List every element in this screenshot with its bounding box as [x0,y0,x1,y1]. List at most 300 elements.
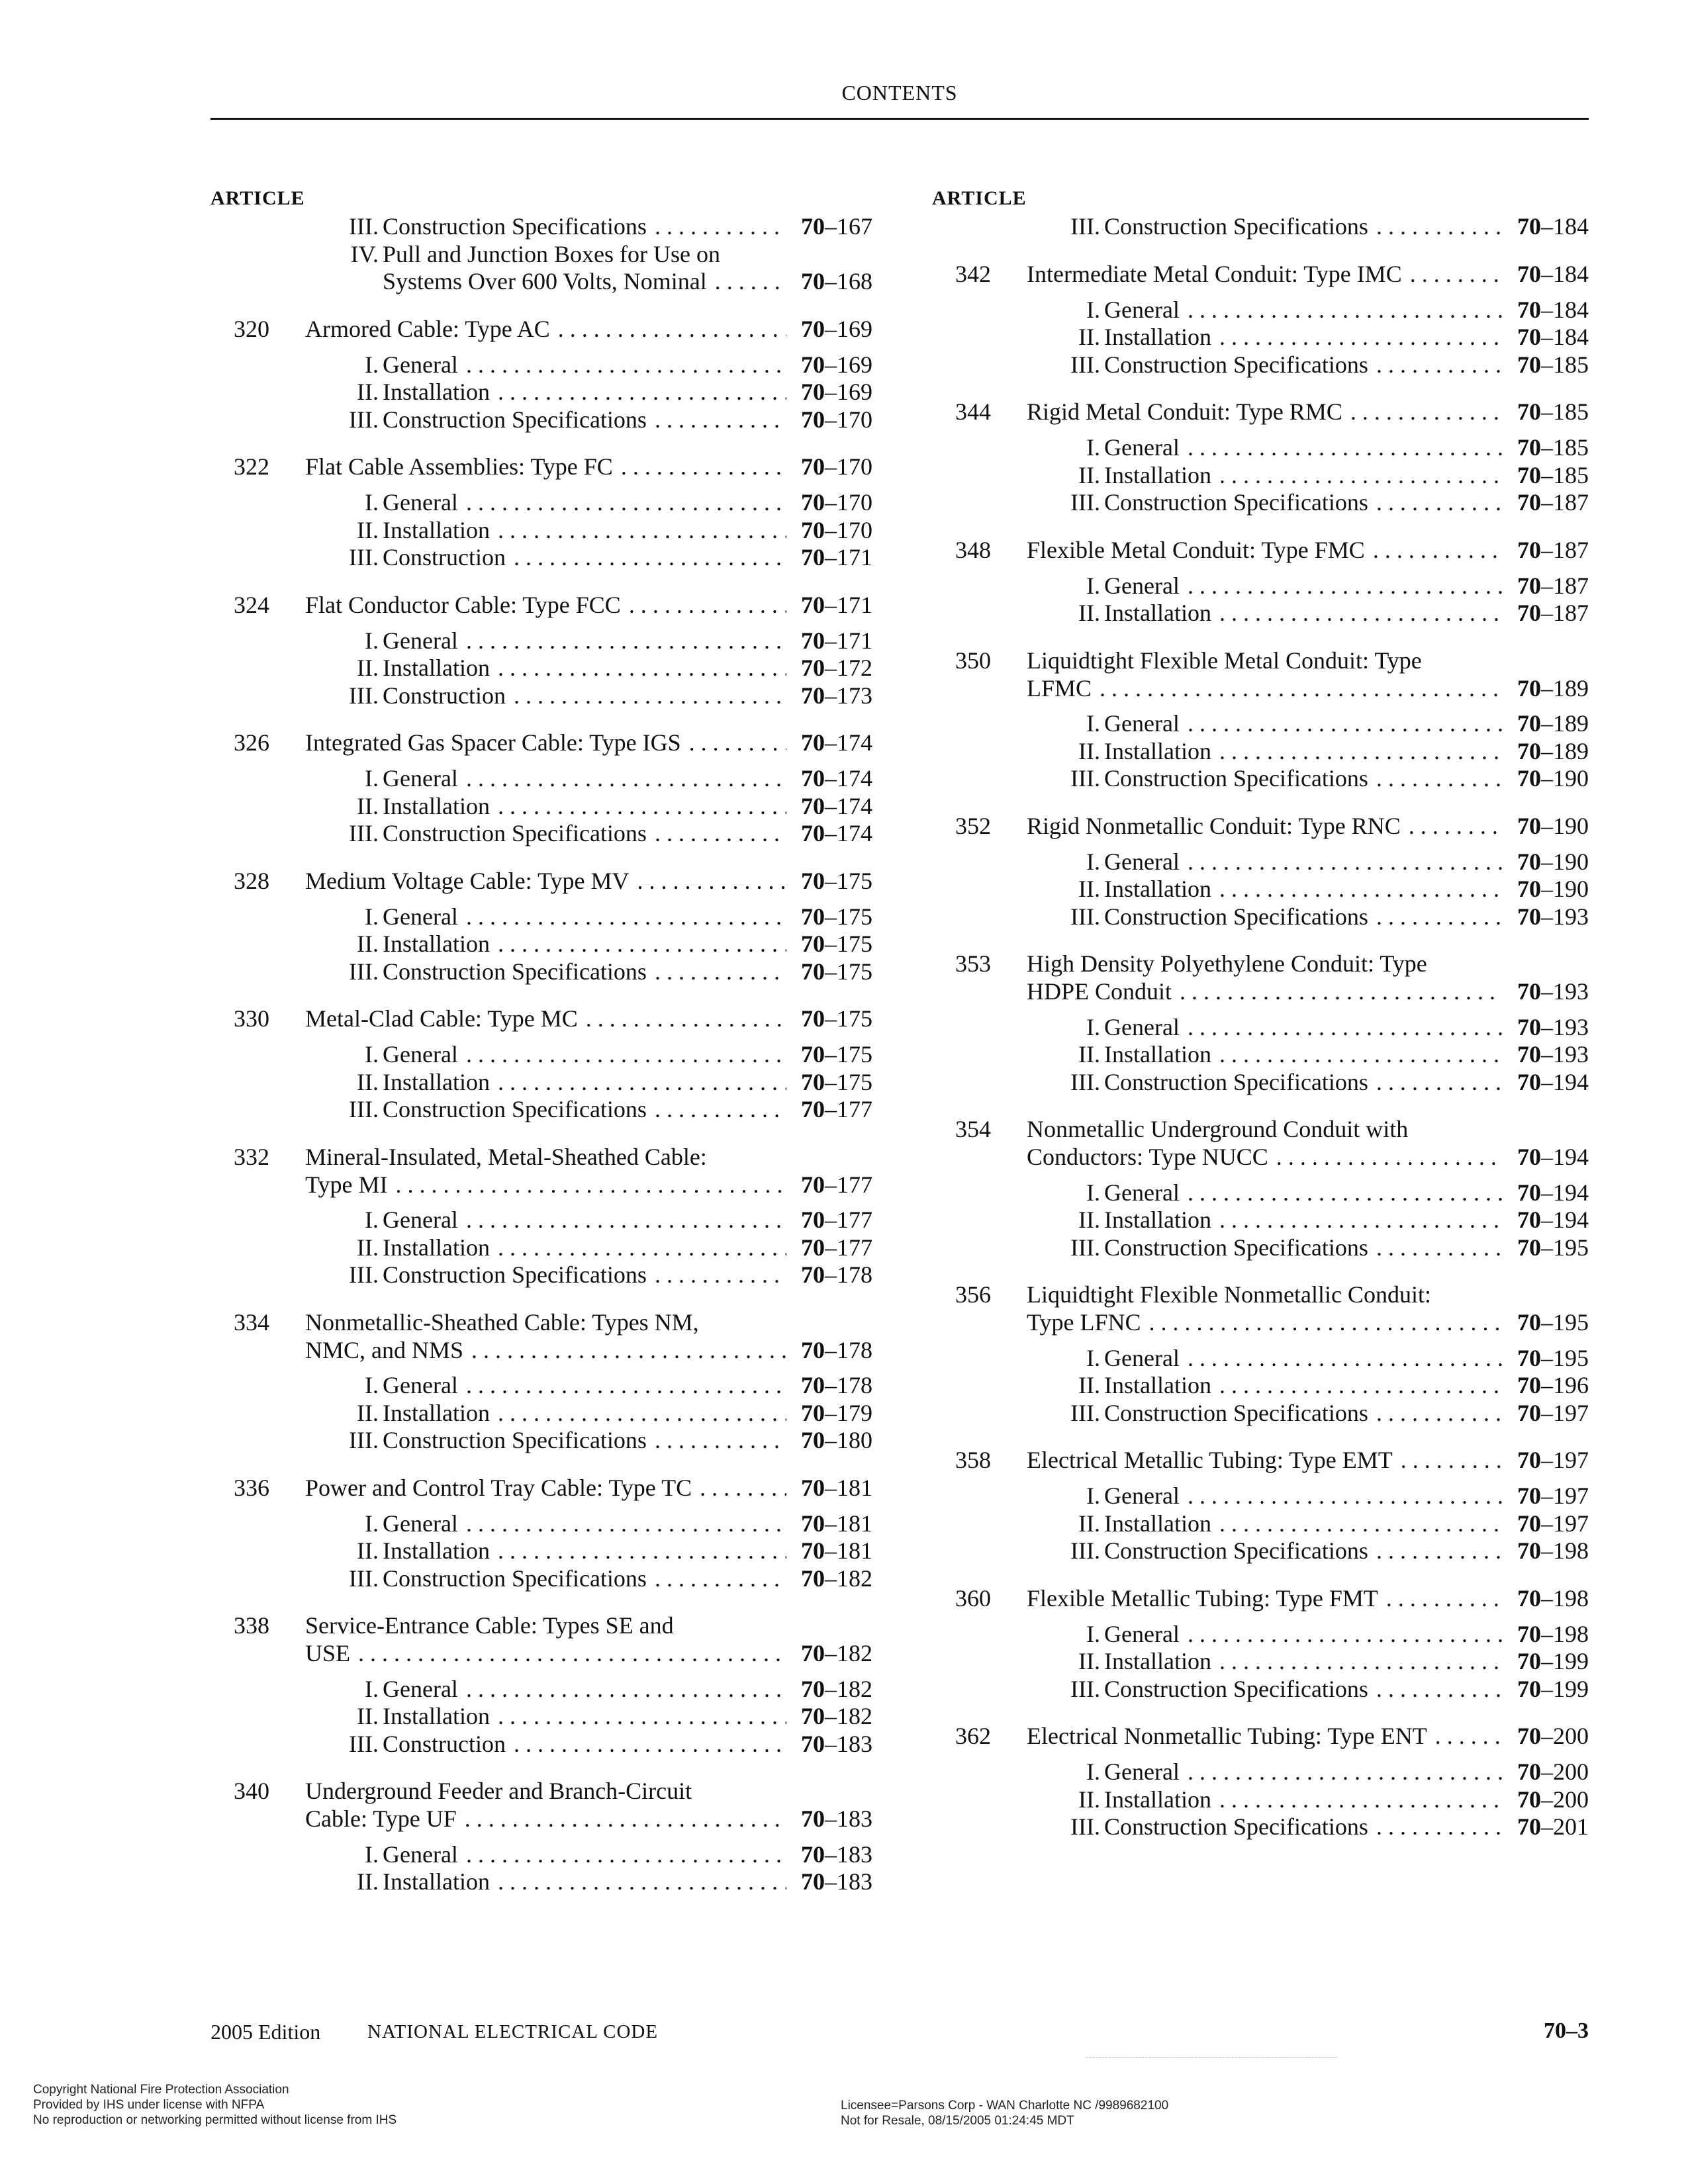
article-subsections [211,1510,872,1593]
article-subsections [932,1345,1589,1428]
toc-article-360[interactable] [932,1585,1589,1613]
page-number: 178 [837,1261,872,1288]
legal-notice-left [33,2082,397,2128]
toc-article-332[interactable] [211,1144,872,1199]
toc-subsection[interactable] [211,1206,872,1234]
page-ref: 70–201 [1517,1813,1589,1840]
page-number: 182 [837,1675,872,1702]
page-ref: 70–197 [1517,1510,1589,1537]
toc-subsection[interactable] [211,351,872,379]
page-number: 193 [1553,1013,1589,1040]
section-numeral: I. [365,903,379,930]
section-numeral: II. [357,655,379,681]
dot-leader [1409,813,1503,841]
toc-subsection[interactable] [932,1372,1589,1400]
page-number: 187 [1553,600,1589,626]
toc-subsection[interactable] [932,1069,1589,1097]
section-title: Installation [1104,737,1211,764]
dot-leader [358,1640,786,1668]
page-prefix: 70 [801,1841,825,1868]
page-ref: 70–167 [801,213,872,240]
toc-subsection[interactable] [211,517,872,545]
section-title: Construction Specifications [383,406,647,433]
toc-subsection[interactable] [211,1069,872,1097]
dot-leader [514,544,786,572]
dot-leader [1376,1400,1503,1428]
article-subsections [932,1014,1589,1097]
page-ref: 70–193 [1517,903,1589,930]
toc-subsection[interactable] [932,572,1589,600]
article-column-label: ARTICLE [211,187,305,209]
toc-subsection[interactable] [932,738,1589,766]
page-prefix: 70 [801,903,825,930]
dot-leader [558,316,786,343]
toc-subsection[interactable] [932,351,1589,379]
toc-subsection[interactable] [932,848,1589,876]
page-number: 201 [1553,1813,1589,1840]
toc-subsection[interactable] [211,1372,872,1400]
toc-subsection[interactable] [211,1510,872,1538]
page-ref: 70–194 [1517,1179,1589,1206]
dot-leader [498,793,786,821]
page-ref: 70–183 [801,1868,872,1895]
page-ref: 70–168 [801,268,872,295]
toc-subsection[interactable] [932,1206,1589,1234]
dot-leader [1219,324,1503,351]
section-title: General [1104,1758,1180,1785]
section-numeral: II. [1078,461,1100,488]
dot-leader [1376,1069,1503,1097]
dot-leader [1219,600,1503,627]
section-title: General [383,1372,458,1398]
article-number: 352 [955,812,991,839]
page-number: 185 [1553,398,1589,425]
toc-subsection[interactable] [932,1758,1589,1786]
article-title: Conductors: Type NUCC [1027,1144,1268,1170]
article-title: Nonmetallic-Sheathed Cable: Types NM, [305,1308,699,1336]
page-number: 199 [1553,1648,1589,1674]
section-title: Installation [1104,1786,1211,1813]
toc-subsection[interactable] [211,1703,872,1731]
section-numeral: I. [1086,1758,1100,1785]
article-title: Metal-Clad Cable: Type MC [305,1005,578,1032]
page-number: 187 [1553,536,1589,563]
footer-code-name: NATIONAL ELECTRICAL CODE [367,2021,659,2042]
toc-subsection[interactable] [211,1261,872,1289]
page-prefix: 70 [1517,434,1541,461]
dot-leader [1188,848,1503,876]
toc-subsection[interactable] [932,324,1589,351]
dot-leader [466,489,786,517]
page-ref: 70–169 [801,351,872,378]
toc-subsection[interactable] [211,1096,872,1124]
article-subsections [932,848,1589,931]
page-prefix: 70 [801,958,825,985]
dot-leader [1373,537,1503,565]
page-number: 198 [1553,1620,1589,1647]
dot-leader [655,958,786,986]
toc-subsection[interactable] [211,820,872,848]
section-numeral: II. [357,379,379,405]
toc-article-362[interactable] [932,1723,1589,1751]
page-prefix: 70 [801,1510,825,1537]
toc-subsection[interactable] [211,682,872,710]
page-number: 170 [837,489,872,516]
page-prefix: 70 [1517,1758,1541,1785]
page-prefix: 70 [1517,674,1541,702]
page-number: 170 [837,453,872,480]
dot-leader [621,453,786,481]
toc-subsection[interactable] [211,1427,872,1455]
legal-line: Not for Resale, 08/15/2005 01:24:45 MDT [841,2114,1074,2128]
dot-leader [498,517,786,545]
page-ref: 70–179 [801,1399,872,1426]
toc-subsection[interactable] [932,1537,1589,1565]
dot-leader [498,1868,786,1896]
footer-page-number: 70–3 [1544,2019,1589,2043]
page-ref: 70–182 [801,1675,872,1702]
section-title: Construction Specifications [383,1096,647,1122]
toc-subsection[interactable] [932,765,1589,793]
toc-subsection[interactable] [211,1676,872,1704]
toc-column-right [932,184,1589,1861]
toc-article-358[interactable] [932,1447,1589,1475]
article-title: Service-Entrance Cable: Types SE and [305,1612,674,1639]
page-ref: 70–170 [801,516,872,543]
page-prefix: 70 [1517,572,1541,599]
toc-subsection[interactable] [932,1041,1589,1069]
toc-subsection[interactable] [211,1731,872,1758]
section-title: Installation [1104,324,1211,350]
page-ref: 70–174 [801,792,872,819]
page-number: 182 [837,1640,872,1666]
toc-article-354[interactable] [932,1116,1589,1171]
toc-subsection[interactable] [932,903,1589,931]
page-prefix: 70 [801,268,825,295]
dot-leader [1376,903,1503,931]
toc-subsection[interactable] [932,1179,1589,1207]
section-numeral: III. [349,958,379,985]
dot-leader [466,351,786,379]
page-number: 193 [1553,978,1589,1005]
toc-subsection[interactable] [932,1234,1589,1262]
page-ref: 70–181 [801,1474,872,1501]
page-prefix: 70 [1517,461,1541,488]
toc-article-320[interactable] [211,316,872,343]
toc-article-338[interactable] [211,1612,872,1668]
page-number: 184 [1553,213,1589,240]
page-prefix: 70 [801,1805,825,1832]
section-numeral: III. [349,1096,379,1122]
toc-article-356[interactable] [932,1281,1589,1337]
toc-subsection[interactable] [211,213,872,241]
toc-subsection[interactable] [932,489,1589,517]
page-ref: 70–200 [1517,1786,1589,1813]
toc-subsection[interactable] [932,1510,1589,1538]
article-subsections [211,627,872,710]
page-ref: 70–183 [801,1730,872,1757]
section-numeral: III. [349,406,379,433]
toc-subsection[interactable] [932,1648,1589,1676]
article-subsections [932,572,1589,627]
dot-leader [498,1537,786,1565]
toc-article-353[interactable] [932,950,1589,1006]
toc-subsection[interactable] [932,213,1589,241]
toc-subsection[interactable] [932,1786,1589,1814]
toc-subsection[interactable] [211,1841,872,1869]
page-prefix: 70 [801,627,825,654]
page-prefix: 70 [801,1565,825,1592]
article-subsections [211,1372,872,1455]
toc-subsection[interactable] [932,434,1589,462]
page-ref: 70–185 [1517,461,1589,488]
toc-subsection[interactable] [211,1234,872,1262]
section-numeral: III. [1070,1068,1100,1095]
toc-subsection[interactable] [211,903,872,931]
page-ref: 70–190 [1517,876,1589,902]
page-ref: 70–181 [801,1510,872,1537]
toc-article-324[interactable] [211,592,872,619]
section-numeral: I. [365,1206,379,1233]
article-number: 344 [955,398,991,425]
toc-article-342[interactable] [932,261,1589,289]
page-number: 183 [837,1841,872,1868]
page-prefix: 70 [1517,737,1541,764]
dot-leader [1180,978,1503,1006]
toc-article-334[interactable] [211,1309,872,1365]
toc-subsection[interactable] [211,931,872,958]
article-number: 324 [234,591,269,618]
page-number: 200 [1553,1723,1589,1749]
toc-article-344[interactable] [932,398,1589,426]
page-number: 178 [837,1336,872,1363]
toc-subsection[interactable] [932,1621,1589,1649]
dot-leader [655,1096,786,1124]
page-number: 190 [1553,765,1589,792]
page-prefix: 70 [801,453,825,480]
section-title: Installation [1104,1206,1211,1233]
page-number: 197 [1553,1399,1589,1426]
page-ref: 70–190 [1517,812,1589,839]
page-prefix: 70 [1517,1179,1541,1206]
toc-subsection[interactable] [211,1565,872,1593]
toc-subsection[interactable] [211,765,872,793]
toc-subsection[interactable] [211,1041,872,1069]
page-ref: 70–175 [801,958,872,985]
page-ref: 70–171 [801,627,872,654]
dot-leader [471,1337,786,1365]
section-title: General [383,1841,458,1868]
section-title: Installation [383,1537,490,1564]
section-title: Systems Over 600 Volts, Nominal [383,268,707,295]
toc-subsection[interactable] [211,655,872,682]
toc-article-326[interactable] [211,729,872,757]
toc-subsection[interactable] [211,406,872,434]
page-prefix: 70 [801,729,825,756]
page-prefix: 70 [1517,1584,1541,1612]
page-prefix: 70 [1517,600,1541,626]
section-numeral: II. [1078,1372,1100,1398]
toc-article-336[interactable] [211,1475,872,1502]
page-ref: 70–198 [1517,1620,1589,1647]
toc-article-330[interactable] [211,1005,872,1033]
section-numeral: II. [1078,324,1100,350]
section-title: General [383,489,458,516]
toc-subsection[interactable] [211,627,872,655]
article-title: Cable: Type UF [305,1805,457,1832]
toc-article-322[interactable] [211,453,872,481]
article-number: 332 [234,1143,269,1170]
page-number: 174 [837,820,872,846]
page-ref: 70–171 [801,544,872,570]
article-subsections [932,1758,1589,1841]
section-numeral: III. [1070,903,1100,930]
toc-article-352[interactable] [932,813,1589,841]
toc-subsection[interactable] [211,241,872,296]
section-title: Installation [383,655,490,681]
page-number: 173 [837,682,872,709]
page-number: 175 [837,1041,872,1068]
page-number: 194 [1553,1144,1589,1170]
page-ref: 70–193 [1517,978,1589,1005]
page-ref: 70–175 [801,931,872,957]
page-number: 172 [837,655,872,681]
toc-article-348[interactable] [932,537,1589,565]
toc-subsection[interactable] [932,1345,1589,1373]
section-numeral: II. [1078,737,1100,764]
page-number: 187 [1553,572,1589,599]
article-title: Underground Feeder and Branch-Circuit [305,1778,692,1804]
article-title: HDPE Conduit [1027,978,1172,1005]
toc-subsection[interactable] [932,1813,1589,1841]
page-number: 175 [837,1005,872,1032]
toc-subsection[interactable] [211,1400,872,1428]
section-numeral: II. [357,1234,379,1261]
toc-subsection[interactable] [932,1676,1589,1704]
page-prefix: 70 [801,792,825,819]
page-prefix: 70 [801,867,825,894]
toc-subsection[interactable] [211,1537,872,1565]
page-ref: 70–185 [1517,351,1589,378]
section-title: Construction Specifications [1104,213,1368,240]
section-numeral: II. [357,1868,379,1895]
section-numeral: I. [365,765,379,792]
section-title: General [383,627,458,654]
page-ref: 70–183 [801,1805,872,1832]
page-number: 177 [837,1096,872,1122]
section-numeral: I. [365,1841,379,1868]
dot-leader [514,1731,786,1758]
toc-subsection[interactable] [211,379,872,406]
dot-leader [1435,1723,1503,1751]
page-ref: 70–184 [1517,213,1589,240]
dot-leader [1188,1345,1503,1373]
page-prefix: 70 [1517,1482,1541,1509]
section-title: Construction Specifications [1104,1675,1368,1702]
article-title: Flat Cable Assemblies: Type FC [305,453,613,480]
toc-subsection[interactable] [932,1014,1589,1042]
section-numeral: I. [365,1675,379,1702]
toc-subsection[interactable] [932,462,1589,490]
toc-subsection[interactable] [932,876,1589,903]
page-ref: 70–198 [1517,1584,1589,1612]
footer-edition: 2005 Edition [211,2020,321,2044]
article-subsections [211,1041,872,1124]
dot-leader [1219,876,1503,903]
page-number: 194 [1553,1068,1589,1095]
page-number: 198 [1553,1584,1589,1612]
toc-subsection[interactable] [211,793,872,821]
page-number: 196 [1553,1372,1589,1398]
page-ref: 70–193 [1517,1041,1589,1068]
toc-article-340[interactable] [211,1778,872,1833]
toc-article-350[interactable] [932,647,1589,703]
article-title: Rigid Nonmetallic Conduit: Type RNC [1027,812,1401,839]
toc-subsection[interactable] [932,296,1589,324]
toc-subsection[interactable] [932,600,1589,627]
page-ref: 70–172 [801,655,872,681]
article-title: Nonmetallic Underground Conduit with [1027,1116,1409,1142]
page-ref: 70–178 [801,1261,872,1288]
section-title: Installation [1104,600,1211,626]
page-ref: 70–174 [801,765,872,792]
page-prefix: 70 [801,1234,825,1261]
section-title: Installation [1104,461,1211,488]
page-prefix: 70 [801,406,825,433]
page-number: 193 [1553,903,1589,930]
toc-subsection[interactable] [932,1482,1589,1510]
page-ref: 70–197 [1517,1447,1589,1473]
toc-subsection[interactable] [932,1400,1589,1428]
toc-subsection[interactable] [211,1868,872,1896]
page-ref: 70–183 [801,1841,872,1868]
continued-subsections [932,213,1589,241]
section-title: Construction [383,544,506,570]
page-number: 169 [837,351,872,378]
section-title: Installation [1104,1041,1211,1068]
page-ref: 70–198 [1517,1537,1589,1564]
toc-subsection[interactable] [932,710,1589,738]
section-title: General [383,1675,458,1702]
page-number: 175 [837,958,872,985]
page-ref: 70–193 [1517,1013,1589,1040]
dot-leader [1386,1585,1503,1613]
page-ref: 70–195 [1517,1344,1589,1371]
page-prefix: 70 [1517,1537,1541,1564]
toc-subsection[interactable] [211,958,872,986]
page-ref: 70–180 [801,1427,872,1453]
section-numeral: I. [1086,710,1100,737]
section-title: General [1104,1620,1180,1647]
page-number: 200 [1553,1758,1589,1785]
page-prefix: 70 [801,1427,825,1453]
page-prefix: 70 [1517,765,1541,792]
dot-leader [700,1475,786,1502]
toc-article-328[interactable] [211,868,872,895]
page-ref: 70–182 [801,1703,872,1729]
section-numeral: II. [1078,1206,1100,1233]
page-number: 180 [837,1427,872,1453]
section-numeral: III. [1070,1675,1100,1702]
toc-subsection[interactable] [211,544,872,572]
toc-subsection[interactable] [211,489,872,517]
section-numeral: II. [357,931,379,957]
page-number: 171 [837,591,872,618]
page-number: 199 [1553,1675,1589,1702]
section-title: General [1104,848,1180,875]
dot-leader [466,1206,786,1234]
dot-leader [465,1805,786,1833]
